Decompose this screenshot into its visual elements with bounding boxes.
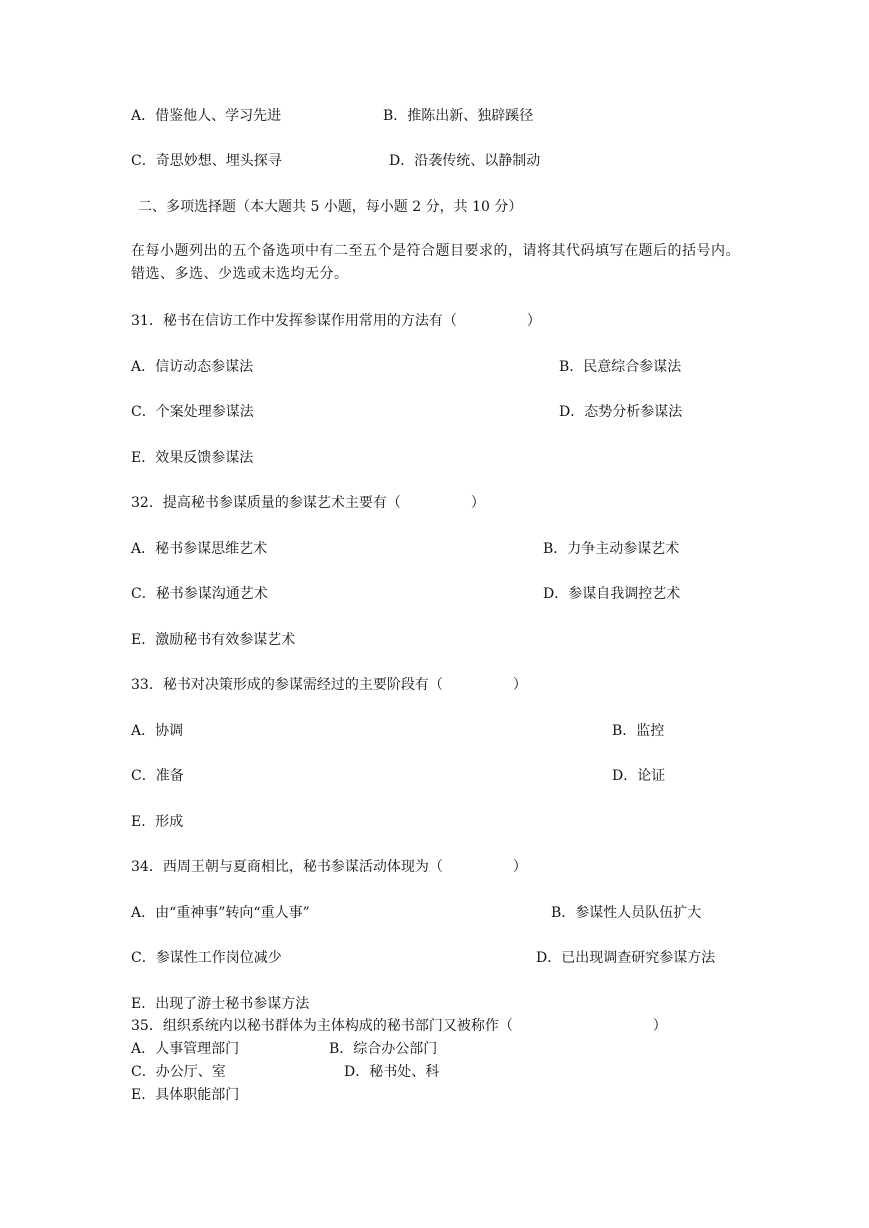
question-35-option-e: E．具体职能部门	[131, 1087, 240, 1103]
question-32-option-b: B．力争主动参谋艺术	[543, 541, 680, 557]
question-31-option-c: C．个案处理参谋法	[131, 404, 254, 420]
question-35-option-b: B．综合办公部门	[329, 1041, 438, 1057]
question-35-stem: 35．组织系统内以秘书群体为主体构成的秘书部门又被称作（ ）	[131, 1018, 667, 1034]
section-instruction: 在每小题列出的五个备选项中有二至五个是符合题目要求的，请将其代码填写在题后的括号内。错选、多选、少选或未选均无分。	[131, 243, 740, 282]
question-32-option-c: C．秘书参谋沟通艺术	[131, 586, 268, 602]
question-34-option-b: B．参谋性人员队伍扩大	[551, 905, 702, 921]
question-34-option-a: A．由“重神事”转向“重人事”	[131, 905, 310, 921]
prev-option-c: C．奇思妙想、埋头探寻	[131, 153, 282, 169]
question-31-option-b: B．民意综合参谋法	[559, 359, 682, 375]
question-32-stem: 32．提高秘书参谋质量的参谋艺术主要有（ ）	[131, 495, 485, 511]
question-33-stem: 33．秘书对决策形成的参谋需经过的主要阶段有（ ）	[131, 677, 527, 693]
question-32-option-e: E．激励秘书有效参谋艺术	[131, 632, 296, 648]
question-34-option-e: E．出现了游士秘书参谋方法	[131, 996, 310, 1012]
question-33-option-e: E．形成	[131, 814, 184, 830]
question-35-option-a: A．人事管理部门	[131, 1041, 240, 1057]
question-35-option-c: C．办公厅、室	[131, 1064, 226, 1080]
question-34-option-c: C．参谋性工作岗位减少	[131, 950, 282, 966]
question-31-option-a: A．信访动态参谋法	[131, 359, 254, 375]
question-32-option-d: D．参谋自我调控艺术	[543, 586, 681, 602]
question-33-option-c: C．准备	[131, 768, 184, 784]
prev-option-a: A．借鉴他人、学习先进	[131, 108, 282, 124]
prev-option-d: D．沿袭传统、以静制动	[389, 153, 541, 169]
question-33-option-b: B．监控	[612, 723, 665, 739]
section-heading: 二、多项选择题（本大题共 5 小题，每小题 2 分，共 10 分）	[138, 199, 523, 215]
question-33-option-d: D．论证	[612, 768, 666, 784]
question-33-option-a: A．协调	[131, 723, 184, 739]
question-31-stem: 31．秘书在信访工作中发挥参谋作用常用的方法有（ ）	[131, 313, 541, 329]
question-31-option-d: D．态势分析参谋法	[559, 404, 683, 420]
question-31-option-e: E．效果反馈参谋法	[131, 450, 254, 466]
question-35-option-d: D．秘书处、科	[344, 1064, 440, 1080]
question-34-stem: 34．西周王朝与夏商相比，秘书参谋活动体现为（ ）	[131, 859, 527, 875]
question-34-option-d: D．已出现调查研究参谋方法	[536, 950, 716, 966]
prev-option-b: B．推陈出新、独辟蹊径	[383, 108, 534, 124]
question-32-option-a: A．秘书参谋思维艺术	[131, 541, 268, 557]
